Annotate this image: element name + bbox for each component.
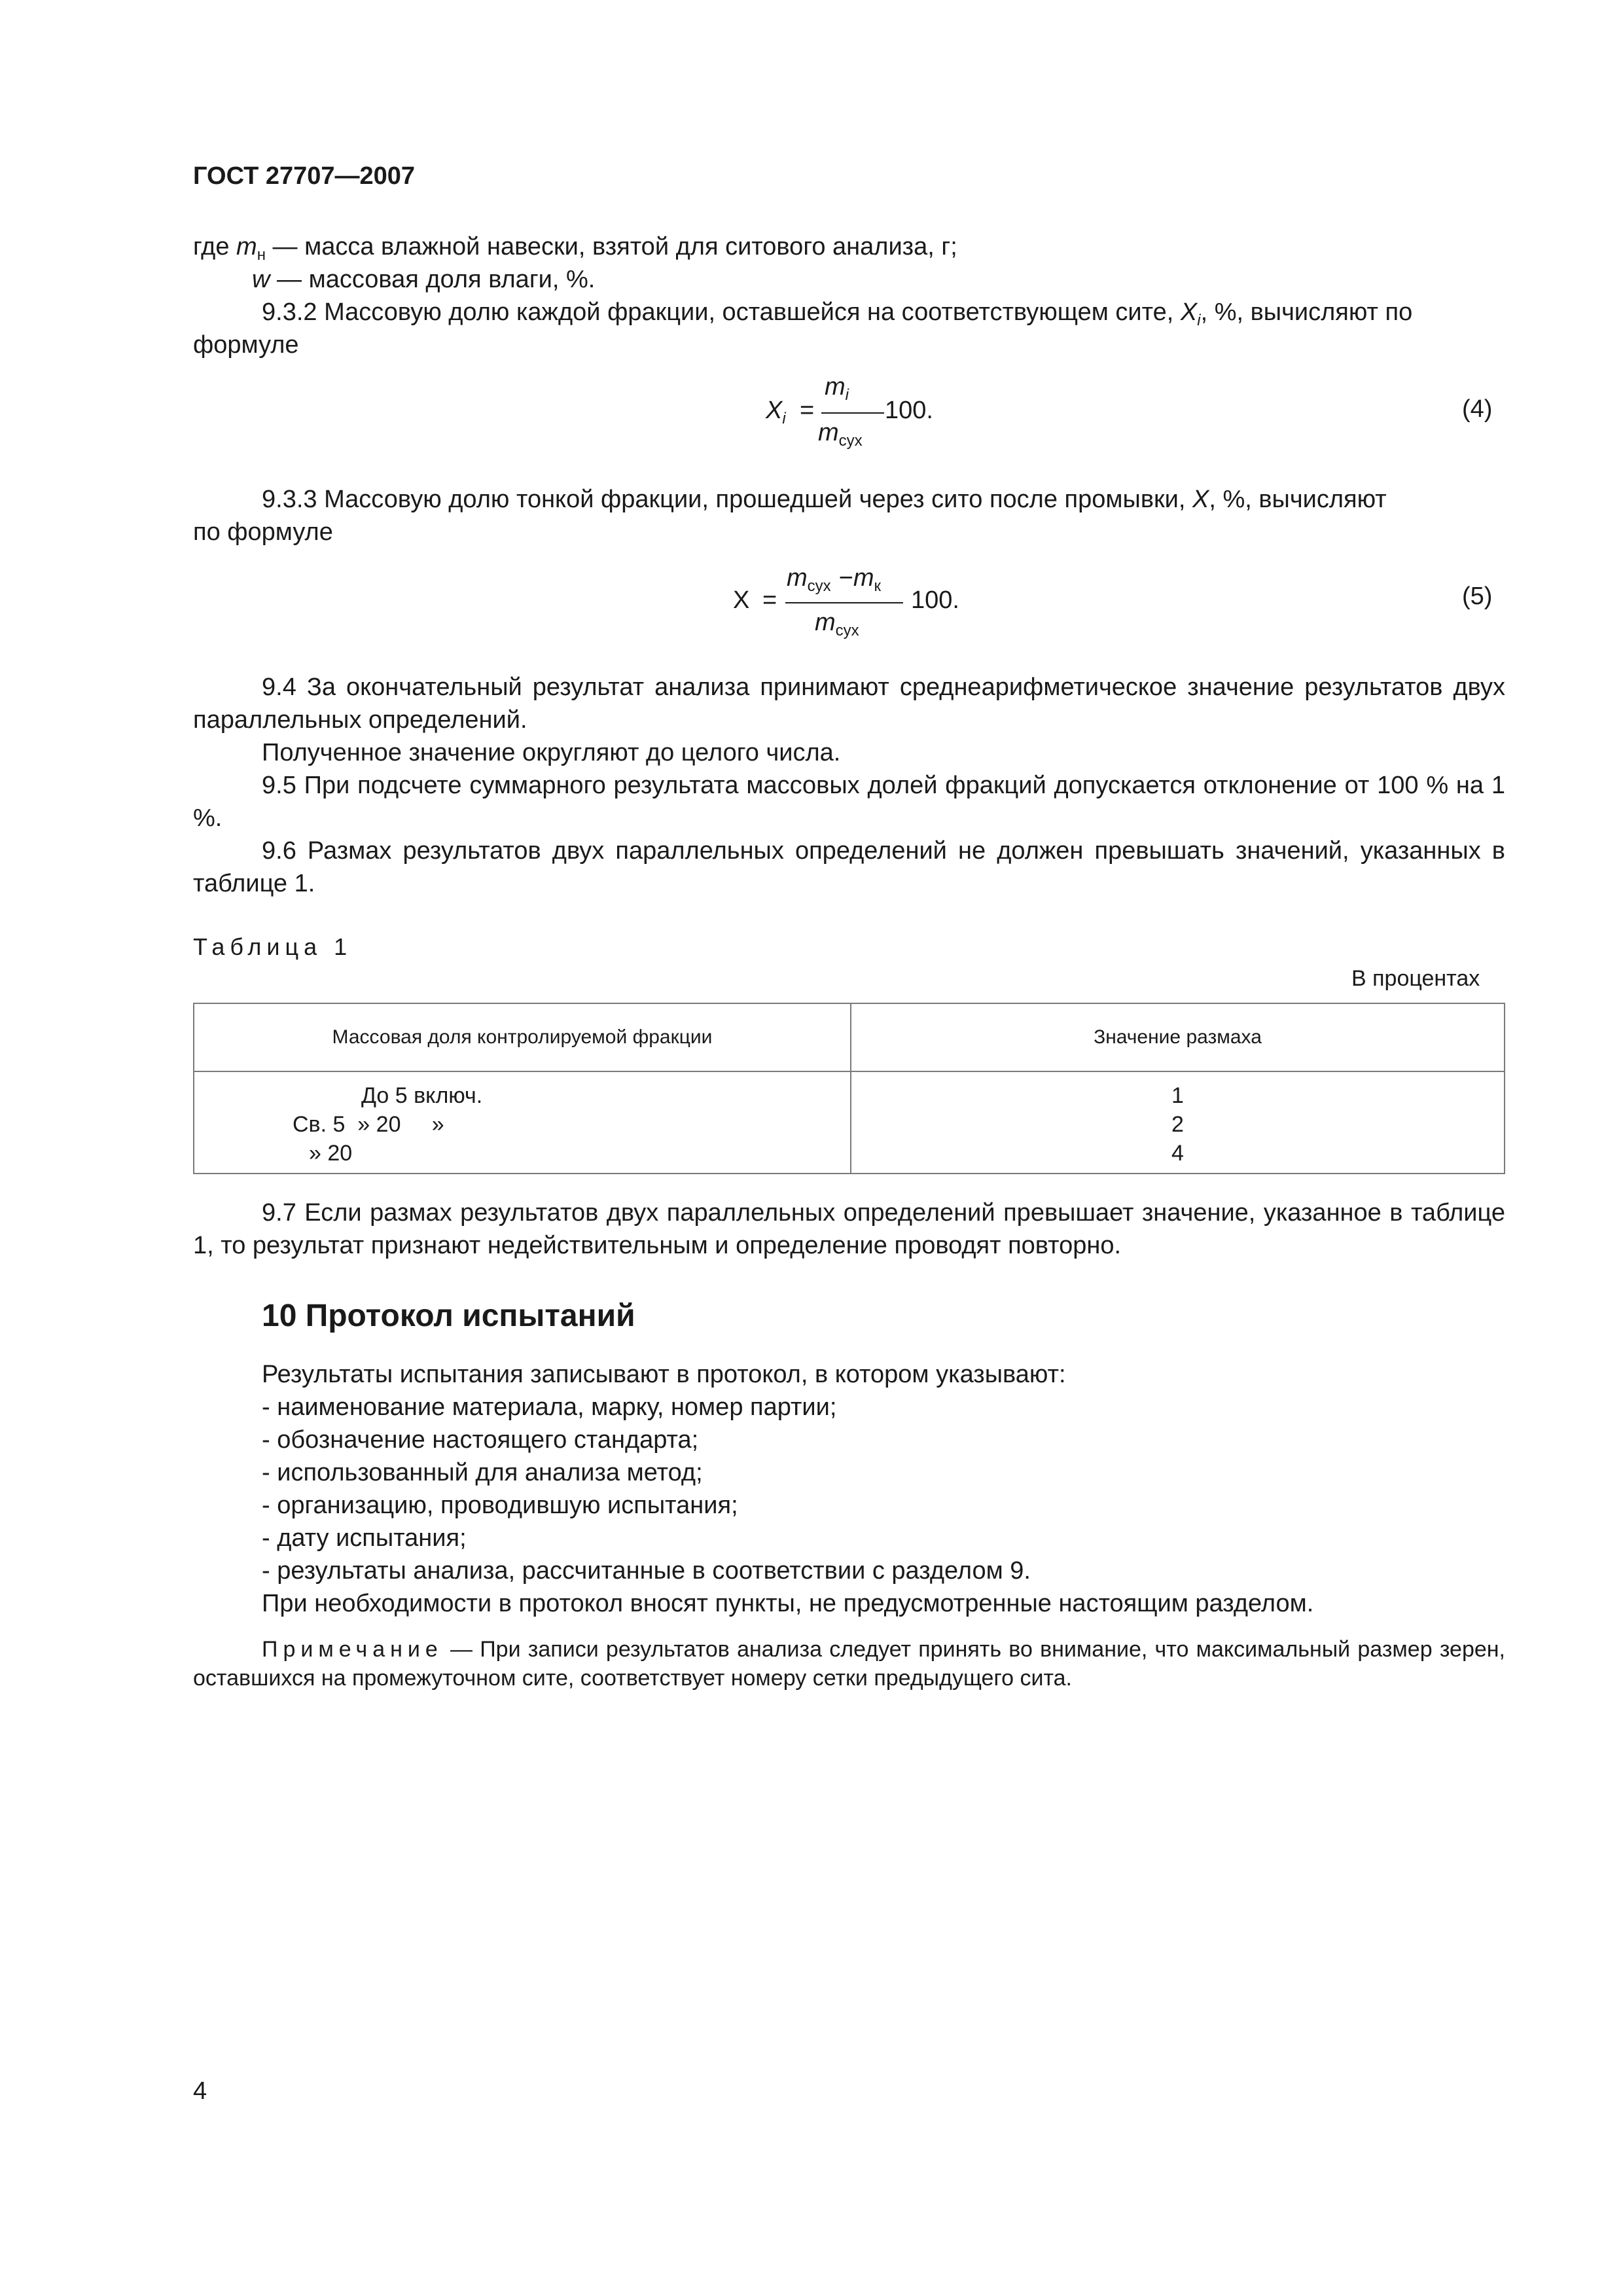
eq4-lhs (766, 397, 786, 425)
eq4-den-subscript: сух (838, 432, 863, 450)
eq5-den-subscript: сух (835, 622, 859, 639)
page-number: 4 (193, 2077, 207, 2105)
note-label: Примечание (262, 1637, 443, 1662)
eq5-numerator (787, 564, 882, 595)
eq4-equals: = (800, 397, 815, 424)
eq4-den-symbol: m (818, 419, 839, 446)
table-row-2-range: 2 (1171, 1112, 1184, 1137)
eq4-denominator (818, 419, 863, 450)
list-item: - организацию, проводившую испытания; (262, 1492, 738, 1519)
moisture-symbol: w (252, 266, 270, 293)
table-fraction-cell (194, 1071, 851, 1174)
list-item: - результаты анализа, рассчитанные в соответствии с разделом 9. (262, 1557, 1031, 1585)
paragraph-9-7: 9.7 Если размах результатов двух параллельных определений превышает значение, указанное в таблице 1, то результат признают недействительным и определение проводят повторно. (193, 1199, 1505, 1259)
paragraph-9-3-2-line2: формуле (193, 331, 299, 359)
list-item: - наименование материала, марку, номер партии; (262, 1393, 837, 1421)
p933-text-b: , %, вычисляют (1209, 486, 1387, 513)
list-item: - использованный для анализа метод; (262, 1459, 703, 1486)
eq5-multiplier: 100. (911, 586, 959, 614)
paragraph-9-3-3-line2: по формуле (193, 518, 333, 546)
paragraph-9-5: 9.5 При подсчете суммарного результата массовых долей фракций допускается отклонение от 100 % на 1 %. (193, 772, 1505, 832)
paragraph-9-3-2-line1 (262, 296, 1505, 329)
table-caption: Таблица 1 (193, 933, 353, 960)
p933-x-symbol: X (1192, 486, 1209, 513)
list-item: - обозначение настоящего стандарта; (262, 1426, 699, 1454)
table-1 (193, 1003, 1505, 1174)
paragraph-9-4: 9.4 За окончательный результат анализа принимают среднеарифметическое значение результатов двух параллельных определений. (193, 673, 1505, 734)
section-10-intro: Результаты испытания записывают в протокол, в котором указывают: (262, 1361, 1066, 1388)
p933-text-a: 9.3.3 Массовую долю тонкой фракции, прошедшей через сито после промывки, (262, 486, 1192, 513)
eq5-num-m1-subscript: сух (807, 577, 831, 595)
eq4-lhs-symbol: X (766, 397, 783, 424)
table-header-range: Значение размаха (851, 1003, 1505, 1071)
table-row-3-fraction: » 20 (309, 1141, 353, 1166)
p932-x-symbol: X (1180, 298, 1198, 326)
where-line-moisture (252, 263, 595, 296)
equation-4-number: (4) (1462, 395, 1493, 423)
table-units: В процентах (1351, 966, 1480, 991)
section-10-list (262, 1391, 1031, 1587)
eq5-num-m1: m (787, 564, 808, 592)
eq4-num-subscript: i (845, 386, 849, 404)
p932-text-a: 9.3.2 Массовую долю каждой фракции, оставшейся на соответствующем сите, (262, 298, 1181, 326)
mass-definition: — масса влажной навески, взятой для ситового анализа, г; (265, 233, 957, 260)
table-row-2-fraction: Св. 5 » 20 » (293, 1112, 444, 1137)
eq5-den-symbol: m (815, 609, 836, 636)
table-row-3-range: 4 (1171, 1141, 1184, 1166)
mass-symbol: m (236, 233, 257, 260)
table-header-row (194, 1003, 1505, 1071)
equation-5-number: (5) (1462, 583, 1493, 610)
eq4-fraction-bar (821, 412, 884, 414)
equation-5 (726, 564, 988, 649)
eq4-num-symbol: m (825, 373, 846, 401)
list-item: - дату испытания; (262, 1524, 467, 1552)
eq5-denominator (815, 609, 859, 637)
equation-4 (759, 373, 949, 458)
mass-subscript: н (257, 246, 266, 264)
p932-x-subscript: i (1197, 312, 1201, 329)
where-line-mass (193, 230, 957, 263)
table-body-row (194, 1071, 1505, 1174)
eq5-num-m2: m (853, 564, 874, 592)
paragraph-9-3-3-line1 (262, 483, 1505, 516)
moisture-definition: — массовая доля влаги, %. (270, 266, 596, 293)
p932-text-b: , %, вычисляют по (1200, 298, 1413, 326)
paragraph-9-6: 9.6 Размах результатов двух параллельных определений не должен превышать значений, указанных в таблице 1. (193, 837, 1505, 897)
eq5-num-m2-subscript: к (874, 577, 882, 595)
eq4-lhs-subscript: i (782, 410, 786, 427)
eq5-equals: = (762, 586, 777, 614)
section-10-title: 10 Протокол испытаний (262, 1299, 635, 1333)
eq5-fraction-bar (785, 602, 903, 603)
eq4-multiplier: 100. (885, 397, 933, 424)
table-range-cell (851, 1071, 1505, 1174)
note (193, 1635, 1505, 1693)
note-text: — При записи результатов анализа следует принять во внимание, что максимальный размер зерен, оставшихся на промежуточном сите, соответствует номеру сетки предыдущего сита. (193, 1637, 1505, 1691)
table-row-1-range: 1 (1171, 1083, 1184, 1108)
where-prefix: где (193, 233, 237, 260)
table-header-fraction: Массовая доля контролируемой фракции (194, 1003, 851, 1071)
table-row-1-fraction: До 5 включ. (361, 1083, 483, 1108)
eq5-lhs: X (733, 586, 750, 614)
section-10-closing: При необходимости в протокол вносят пункты, не предусмотренные настоящим разделом. (262, 1590, 1314, 1617)
eq5-minus: − (838, 564, 853, 592)
paragraph-9-4-rounding: Полученное значение округляют до целого числа. (262, 739, 841, 766)
eq4-numerator (825, 373, 849, 404)
document-code: ГОСТ 27707—2007 (193, 162, 416, 190)
